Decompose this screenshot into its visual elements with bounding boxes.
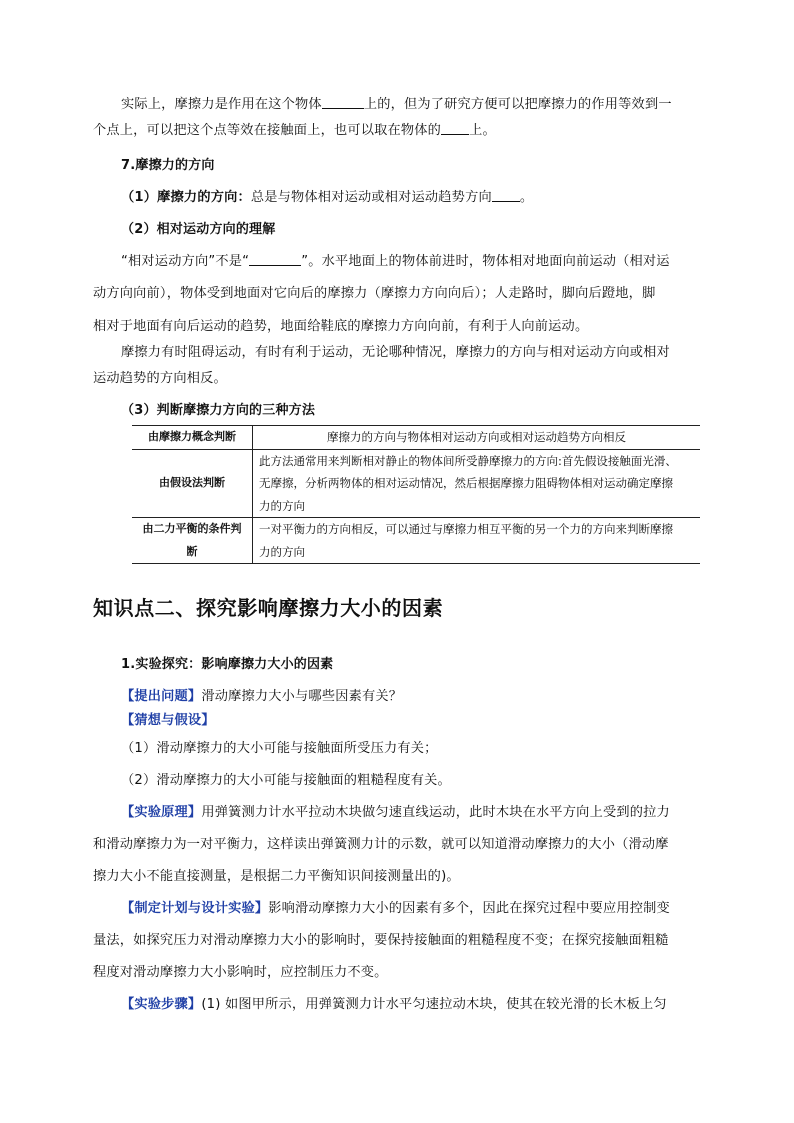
tag-label: 【制定计划与设计实验】 xyxy=(121,901,269,916)
cell-line: 力的方向 xyxy=(259,544,305,559)
text: 。 xyxy=(519,190,534,205)
table-cell-label: 由假设法判断 xyxy=(132,449,253,518)
heading-7: 7.摩擦力的方向 xyxy=(121,158,215,173)
text: 滑动摩擦力大小与哪些因素有关？ xyxy=(201,689,403,704)
paragraph-line xyxy=(121,988,733,1021)
tag-label: 【猜想与假设】 xyxy=(121,713,215,728)
paragraph-line: 擦力大小不能直接测量，是根据二力平衡知识间接测量出的)。 xyxy=(93,869,460,884)
heading-1: 1.实验探究：影响摩擦力大小的因素 xyxy=(121,657,334,672)
tag-label: 【实验步骤】 xyxy=(121,997,202,1012)
paragraph-line: 运动趋势的方向相反。 xyxy=(93,371,227,386)
fill-blank[interactable] xyxy=(492,187,520,202)
cell-line: 断 xyxy=(186,544,198,558)
text: 上。 xyxy=(469,123,496,138)
paragraph-line xyxy=(121,892,733,925)
tag-label: 【提出问题】 xyxy=(121,689,202,704)
subheading-3: （3）判断摩擦力方向的三种方法 xyxy=(121,403,316,418)
table-cell-label xyxy=(132,518,253,564)
cell-line: 由二力平衡的条件判 xyxy=(142,522,242,535)
methods-table xyxy=(132,425,700,564)
cell-line: 力的方向 xyxy=(259,498,305,513)
paragraph-line: 和滑动摩擦力为一对平衡力，这样读出弹簧测力计的示数，就可以知道滑动摩擦力的大小（滑动摩 xyxy=(93,837,669,852)
paragraph-line xyxy=(121,796,733,829)
table-cell-text xyxy=(253,518,701,564)
table-row xyxy=(132,426,700,450)
text: 影响滑动摩擦力大小的因素有多个，因此在探究过程中要应用控制变 xyxy=(268,901,670,916)
table-cell-text xyxy=(253,449,701,518)
text: (1) 如图甲所示，用弹簧测力计水平匀速拉动木块，使其在较光滑的长木板上匀 xyxy=(201,997,667,1012)
text: “相对运动方向”不是“ xyxy=(121,254,250,269)
tag-label: 【实验原理】 xyxy=(121,805,202,820)
paragraph-line: 动方向向前），物体受到地面对它向后的摩擦力（摩擦力方向向后）；人走路时，脚向后蹬地，脚 xyxy=(93,286,656,301)
paragraph-line: 程度对滑动摩擦力大小影响时，应控制压力不变。 xyxy=(93,965,388,980)
text: 用弹簧测力计水平拉动木块做匀速直线运动，此时木块在水平方向上受到的拉力 xyxy=(201,805,670,820)
text: 实际上，摩擦力是作用在这个物体 xyxy=(121,97,322,112)
text: 总是与物体相对运动或相对运动趋势方向 xyxy=(250,190,492,205)
paragraph-line xyxy=(121,181,733,214)
paragraph-line xyxy=(121,245,733,278)
table-row xyxy=(132,449,700,518)
cell-line: 一对平衡力的方向相反，可以通过与摩擦力相互平衡的另一个力的方向来判断摩擦 xyxy=(259,522,673,536)
cell-line: 此方法通常用来判断相对静止的物体间所受静摩擦力的方向:首先假设接触面光滑、 xyxy=(259,453,677,468)
subheading-2: （2）相对运动方向的理解 xyxy=(121,222,276,237)
fill-blank[interactable] xyxy=(249,251,301,266)
paragraph-line: 相对于地面有向后运动的趋势，地面给鞋底的摩擦力方向向前，有利于人向前运动。 xyxy=(93,319,589,334)
table-cell-label: 由摩擦力概念判断 xyxy=(132,426,253,450)
paragraph-line: 摩擦力有时阻碍运动，有时有利于运动，无论哪种情况，摩擦力的方向与相对运动方向或相对 xyxy=(121,345,670,360)
subheading: （1）摩擦力的方向： xyxy=(121,190,251,205)
cell-line: 无摩擦，分析两物体的相对运动情况，然后根据摩擦力阻碍物体相对运动确定摩擦 xyxy=(259,476,673,490)
paragraph-line: （2）滑动摩擦力的大小可能与接触面的粗糙程度有关。 xyxy=(121,773,451,788)
paragraph-line: （1）滑动摩擦力的大小可能与接触面所受压力有关； xyxy=(121,741,438,756)
table-cell-text: 摩擦力的方向与物体相对运动方向或相对运动趋势方向相反 xyxy=(253,426,701,450)
text: 上的，但为了研究方便可以把摩擦力的作用等效到一 xyxy=(363,97,672,112)
fill-blank[interactable] xyxy=(322,94,364,109)
table-row xyxy=(132,518,700,564)
section-title: 知识点二、探究影响摩擦力大小的因素 xyxy=(93,596,444,620)
fill-blank[interactable] xyxy=(441,120,469,135)
text: 个点上，可以把这个点等效在接触面上，也可以取在物体的 xyxy=(93,123,442,138)
paragraph-line: 量法，如探究压力对滑动摩擦力大小的影响时，要保持接触面的粗糙程度不变；在探究接触面粗糙 xyxy=(93,933,669,948)
text: ”。水平地面上的物体前进时，物体相对地面向前运动（相对运 xyxy=(301,254,670,269)
paragraph-line xyxy=(93,114,705,147)
